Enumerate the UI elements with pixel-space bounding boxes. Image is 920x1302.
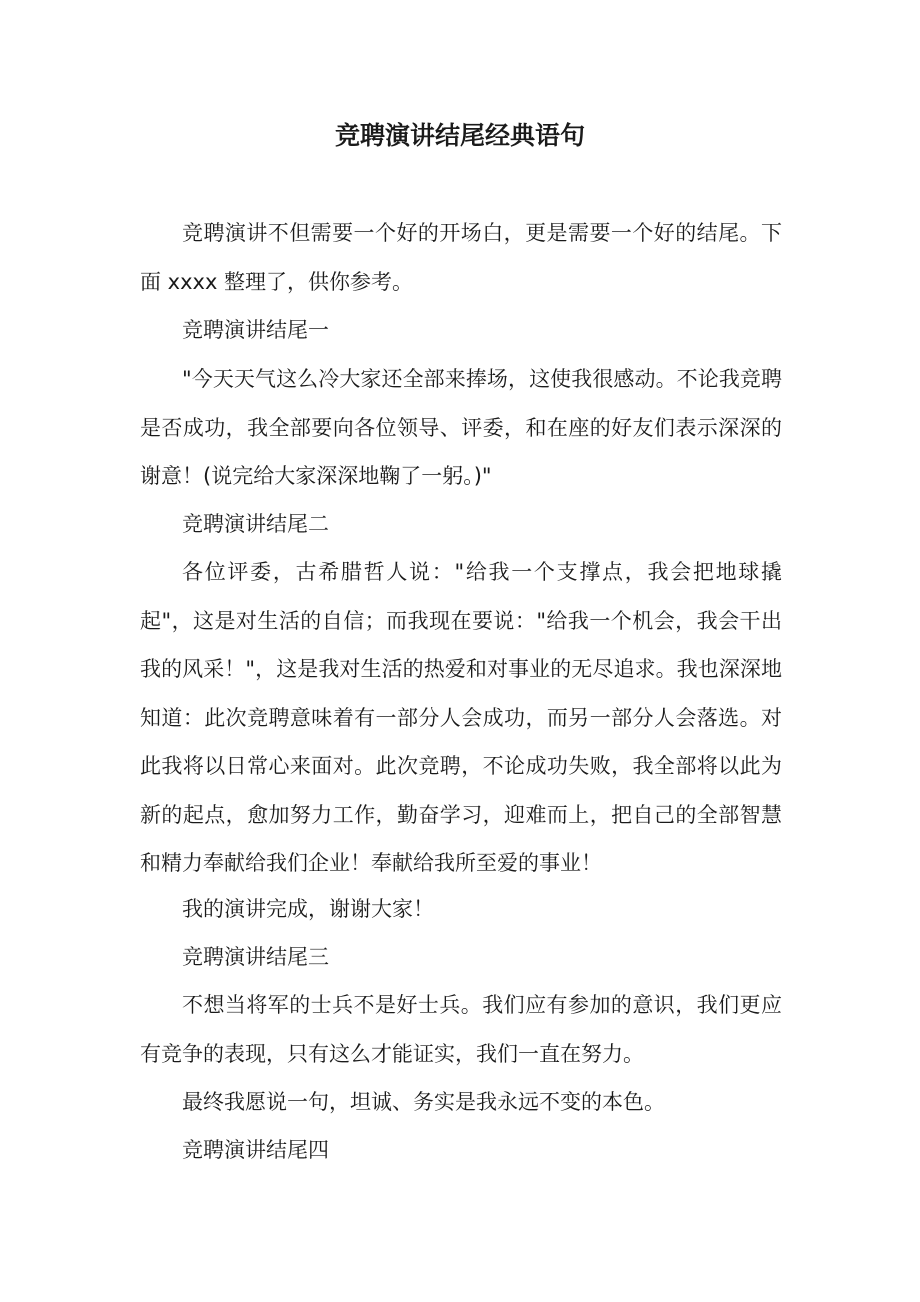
section-2-paragraph-1: 各位评委，古希腊哲人说："给我一个支撑点，我会把地球撬起"，这是对生活的自信；而我现在要说："给我一个机会，我会干出我的风采！"，这是我对生活的热爱和对事业的无尽追求。我也深深地知道：此次竞聘意味着有一部分人会成功，而另一部分人会落选。对此我将以日常心来面对。此次竞聘，不论成功失败，我全部将以此为新的起点，愈加努力工作，勤奋学习，迎难而上，把自己的全部智慧和精力奉献给我们企业！奉献给我所至爱的事业！ xyxy=(140,560,782,875)
section-heading-4: 竞聘演讲结尾四 xyxy=(182,1138,329,1162)
section-heading-2: 竞聘演讲结尾二 xyxy=(182,512,329,536)
section-3-paragraph-1: 不想当将军的士兵不是好士兵。我们应有参加的意识，我们更应有竞争的表现，只有这么才能证实，我们一直在努力。 xyxy=(140,993,782,1066)
section-2-paragraph-2: 我的演讲完成，谢谢大家！ xyxy=(182,897,434,921)
section-heading-3: 竞聘演讲结尾三 xyxy=(182,945,329,969)
intro-paragraph: 竞聘演讲不但需要一个好的开场白，更是需要一个好的结尾。下面 xxxx 整理了，供你参考。 xyxy=(140,221,782,294)
section-3-paragraph-2: 最终我愿说一句，坦诚、务实是我永远不变的本色。 xyxy=(182,1090,665,1114)
section-1-paragraph-1: "今天天气这么冷大家还全部来捧场，这使我很感动。不论我竞聘是否成功，我全部要向各位领导、评委，和在座的好友们表示深深的谢意！(说完给大家深深地鞠了一躬。)" xyxy=(140,367,782,488)
section-heading-1: 竞聘演讲结尾一 xyxy=(182,318,329,342)
page-title: 竞聘演讲结尾经典语句 xyxy=(334,121,585,150)
